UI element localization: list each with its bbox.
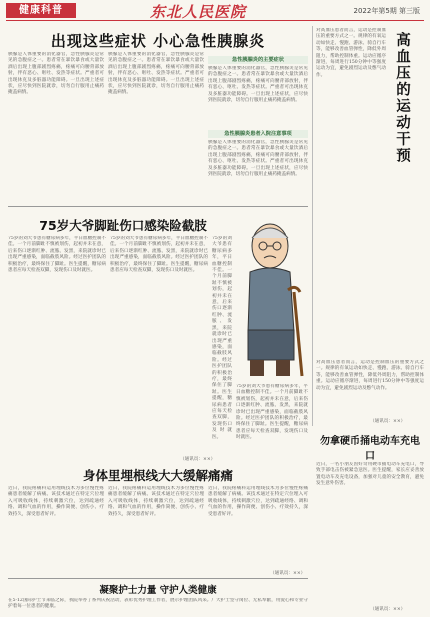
gangrene-body-col3: 75岁的刘大爷患有糖尿病多年，平日血糖控制不佳。一个月前脚趾不慎被划伤，起初并未在意，后来伤口逐渐红肿、流脓、发黑，来院就诊时已出现严重感染，面临截肢风险。经过医护团队的积极治疗，最终保住了脚趾。医生提醒，糖尿病患者应每天检查双脚，发现伤口及时就医。	[212, 236, 232, 440]
bottom-divider	[8, 578, 308, 579]
pancreatitis-body-col3: 胰腺是人体重要的消化器官，急性胰腺炎是常见的急腹症之一。患者常在暴饮暴食或大量饮酒后出现上腹部剧烈疼痛，疼痛可向腰背部放射，伴有恶心、呕吐、发热等症状。严重者可出现休克及多脏器功能障碍。一旦出现上述症状，应尽快到医院就诊，切勿自行服用止痛药掩盖病情。	[208, 66, 308, 104]
pancreatitis-body-col1: 胰腺是人体重要的消化器官，急性胰腺炎是常见的急腹症之一。患者常在暴饮暴食或大量饮酒后出现上腹部剧烈疼痛，疼痛可向腰背部放射，伴有恶心、呕吐、发热等症状。严重者可出现休克及多脏器功能障碍。一旦出现上述症状，应尽快到医院就诊，切勿自行服用止痛药掩盖病情。	[8, 52, 104, 96]
nurse-body: 在5·12国际护士节来临之际，我院举办了系列庆祝活动，表彰优秀护理工作者，展示护理团队风采。广大护士坚守岗位、无私奉献，用爱心和专业守护着每一位患者的健康。	[8, 598, 308, 610]
stent-title: 勿拿硬币捅电动车充电口	[320, 436, 420, 462]
gangrene-body-col1: 75岁的刘大爷患有糖尿病多年，平日血糖控制不佳。一个月前脚趾不慎被划伤，起初并未在意，后来伤口逐渐红肿、流脓、发黑，来院就诊时已出现严重感染，面临截肢风险。经过医护团队的积极治疗，最终保住了脚趾。医生提醒，糖尿病患者应每天检查双脚，发现伤口及时就医。	[8, 236, 106, 274]
gangrene-body-col2: 75岁的刘大爷患有糖尿病多年，平日血糖控制不佳。一个月前脚趾不慎被划伤，起初并未在意，后来伤口逐渐红肿、流脓、发黑，来院就诊时已出现严重感染，面临截肢风险。经过医护团队的积极治疗，最终保住了脚趾。医生提醒，糖尿病患者应每天检查双脚，发现伤口及时就医。	[110, 236, 208, 274]
stent-body: 近日，一名小朋友因好奇用硬币捅电动车充电口，导致手部电击伤被紧急送医。医生提醒，家长应妥善放置电动车及充电设备，加强对儿童的安全教育，避免发生意外伤害。	[316, 462, 424, 487]
gangrene-credit: （通讯员：××）	[180, 457, 216, 462]
pancreatitis-subheading-2: 急性胰腺炎患者入院注意事项	[208, 130, 308, 138]
blood-vessel-title: 身体里埋根线大大缓解痛痛	[82, 468, 233, 483]
section-divider	[8, 206, 308, 207]
blood-vessel-credit: （通讯员：××）	[270, 571, 306, 576]
gangrene-body-col4: 75岁的刘大爷患有糖尿病多年，平日血糖控制不佳。一个月前脚趾不慎被划伤，起初并未在意，后来伤口逐渐红肿、流脓、发黑，来院就诊时已出现严重感染，面临截肢风险。经过医护团队的积极治疗，最终保住了脚趾。医生提醒，糖尿病患者应每天检查双脚，发现伤口及时就医。	[236, 384, 308, 441]
pancreatitis-body-col4: 胰腺是人体重要的消化器官，急性胰腺炎是常见的急腹症之一。患者常在暴饮暴食或大量饮酒后出现上腹部剧烈疼痛，疼痛可向腰背部放射，伴有恶心、呕吐、发热等症状。严重者可出现休克及多脏器功能障碍。一旦出现上述症状，应尽快到医院就诊，切勿自行服用止痛药掩盖病情。	[208, 140, 308, 178]
nurse-title: 凝聚护士力量 守护人类健康	[99, 585, 217, 596]
blood-vessel-body-col2: 近日，我院疼痛科运用埋线技术为多位慢性疼痛患者缓解了病痛。该技术通过在特定穴位埋入可吸收线体，持续刺激穴位，达到疏通经络、调和气血的作用，操作简便、创伤小、疗效持久，深受患者好评。	[108, 486, 204, 517]
pancreatitis-title: 出现这些症状 小心急性胰腺炎	[50, 32, 266, 50]
section-tab: 健康科普	[6, 3, 76, 18]
blood-vessel-body-col3: 近日，我院疼痛科运用埋线技术为多位慢性疼痛患者缓解了病痛。该技术通过在特定穴位埋入可吸收线体，持续刺激穴位，达到疏通经络、调和气血的作用，操作简便、创伤小、疗效持久，深受患者好评。	[208, 486, 308, 517]
pancreatitis-subheading-1: 急性胰腺炎的主要症状	[208, 56, 308, 64]
blood-vessel-body-col1: 近日，我院疼痛科运用埋线技术为多位慢性疼痛患者缓解了病痛。该技术通过在特定穴位埋入可吸收线体，持续刺激穴位，达到疏通经络、调和气血的作用，操作简便、创伤小、疗效持久，深受患者好评。	[8, 486, 104, 517]
page-header	[0, 0, 430, 22]
gangrene-title: 75岁大爷脚趾伤口感染险截肢	[39, 218, 207, 233]
pancreatitis-body-col2: 胰腺是人体重要的消化器官，急性胰腺炎是常见的急腹症之一。患者常在暴饮暴食或大量饮酒后出现上腹部剧烈疼痛，疼痛可向腰背部放射，伴有恶心、呕吐、发热等症状。严重者可出现休克及多脏器功能障碍。一旦出现上述症状，应尽快到医院就诊，切勿自行服用止痛药掩盖病情。	[108, 52, 204, 96]
paper-name: 东北人民医院	[150, 3, 247, 21]
hypertension-credit: （通讯员：××）	[370, 419, 406, 424]
hypertension-title: 高血压的运动干预	[394, 32, 410, 164]
hypertension-body: 对高血压患者而言，运动是控制血压的重要方式之一。规律的有氧运动如快走、慢跑、游泳、骑自行车等，能够改善血管弹性，降低外周阻力，帮助控制体重。运动应循序渐进，每周进行150分钟中等强度运动为宜，避免剧烈运动及憋气动作。	[316, 28, 386, 78]
column-divider	[312, 26, 313, 426]
stent-credit: （通讯员：××）	[370, 607, 406, 612]
issue-info: 2022年第5期 第三版	[353, 7, 420, 15]
hypertension-body-2: 对高血压患者而言，运动是控制血压的重要方式之一。规律的有氧运动如快走、慢跑、游泳、骑自行车等，能够改善血管弹性，降低外周阻力，帮助控制体重。运动应循序渐进，每周进行150分钟中等强度运动为宜，避免剧烈运动及憋气动作。	[316, 360, 424, 391]
old-man-illustration	[232, 212, 310, 382]
header-rule	[6, 20, 424, 21]
